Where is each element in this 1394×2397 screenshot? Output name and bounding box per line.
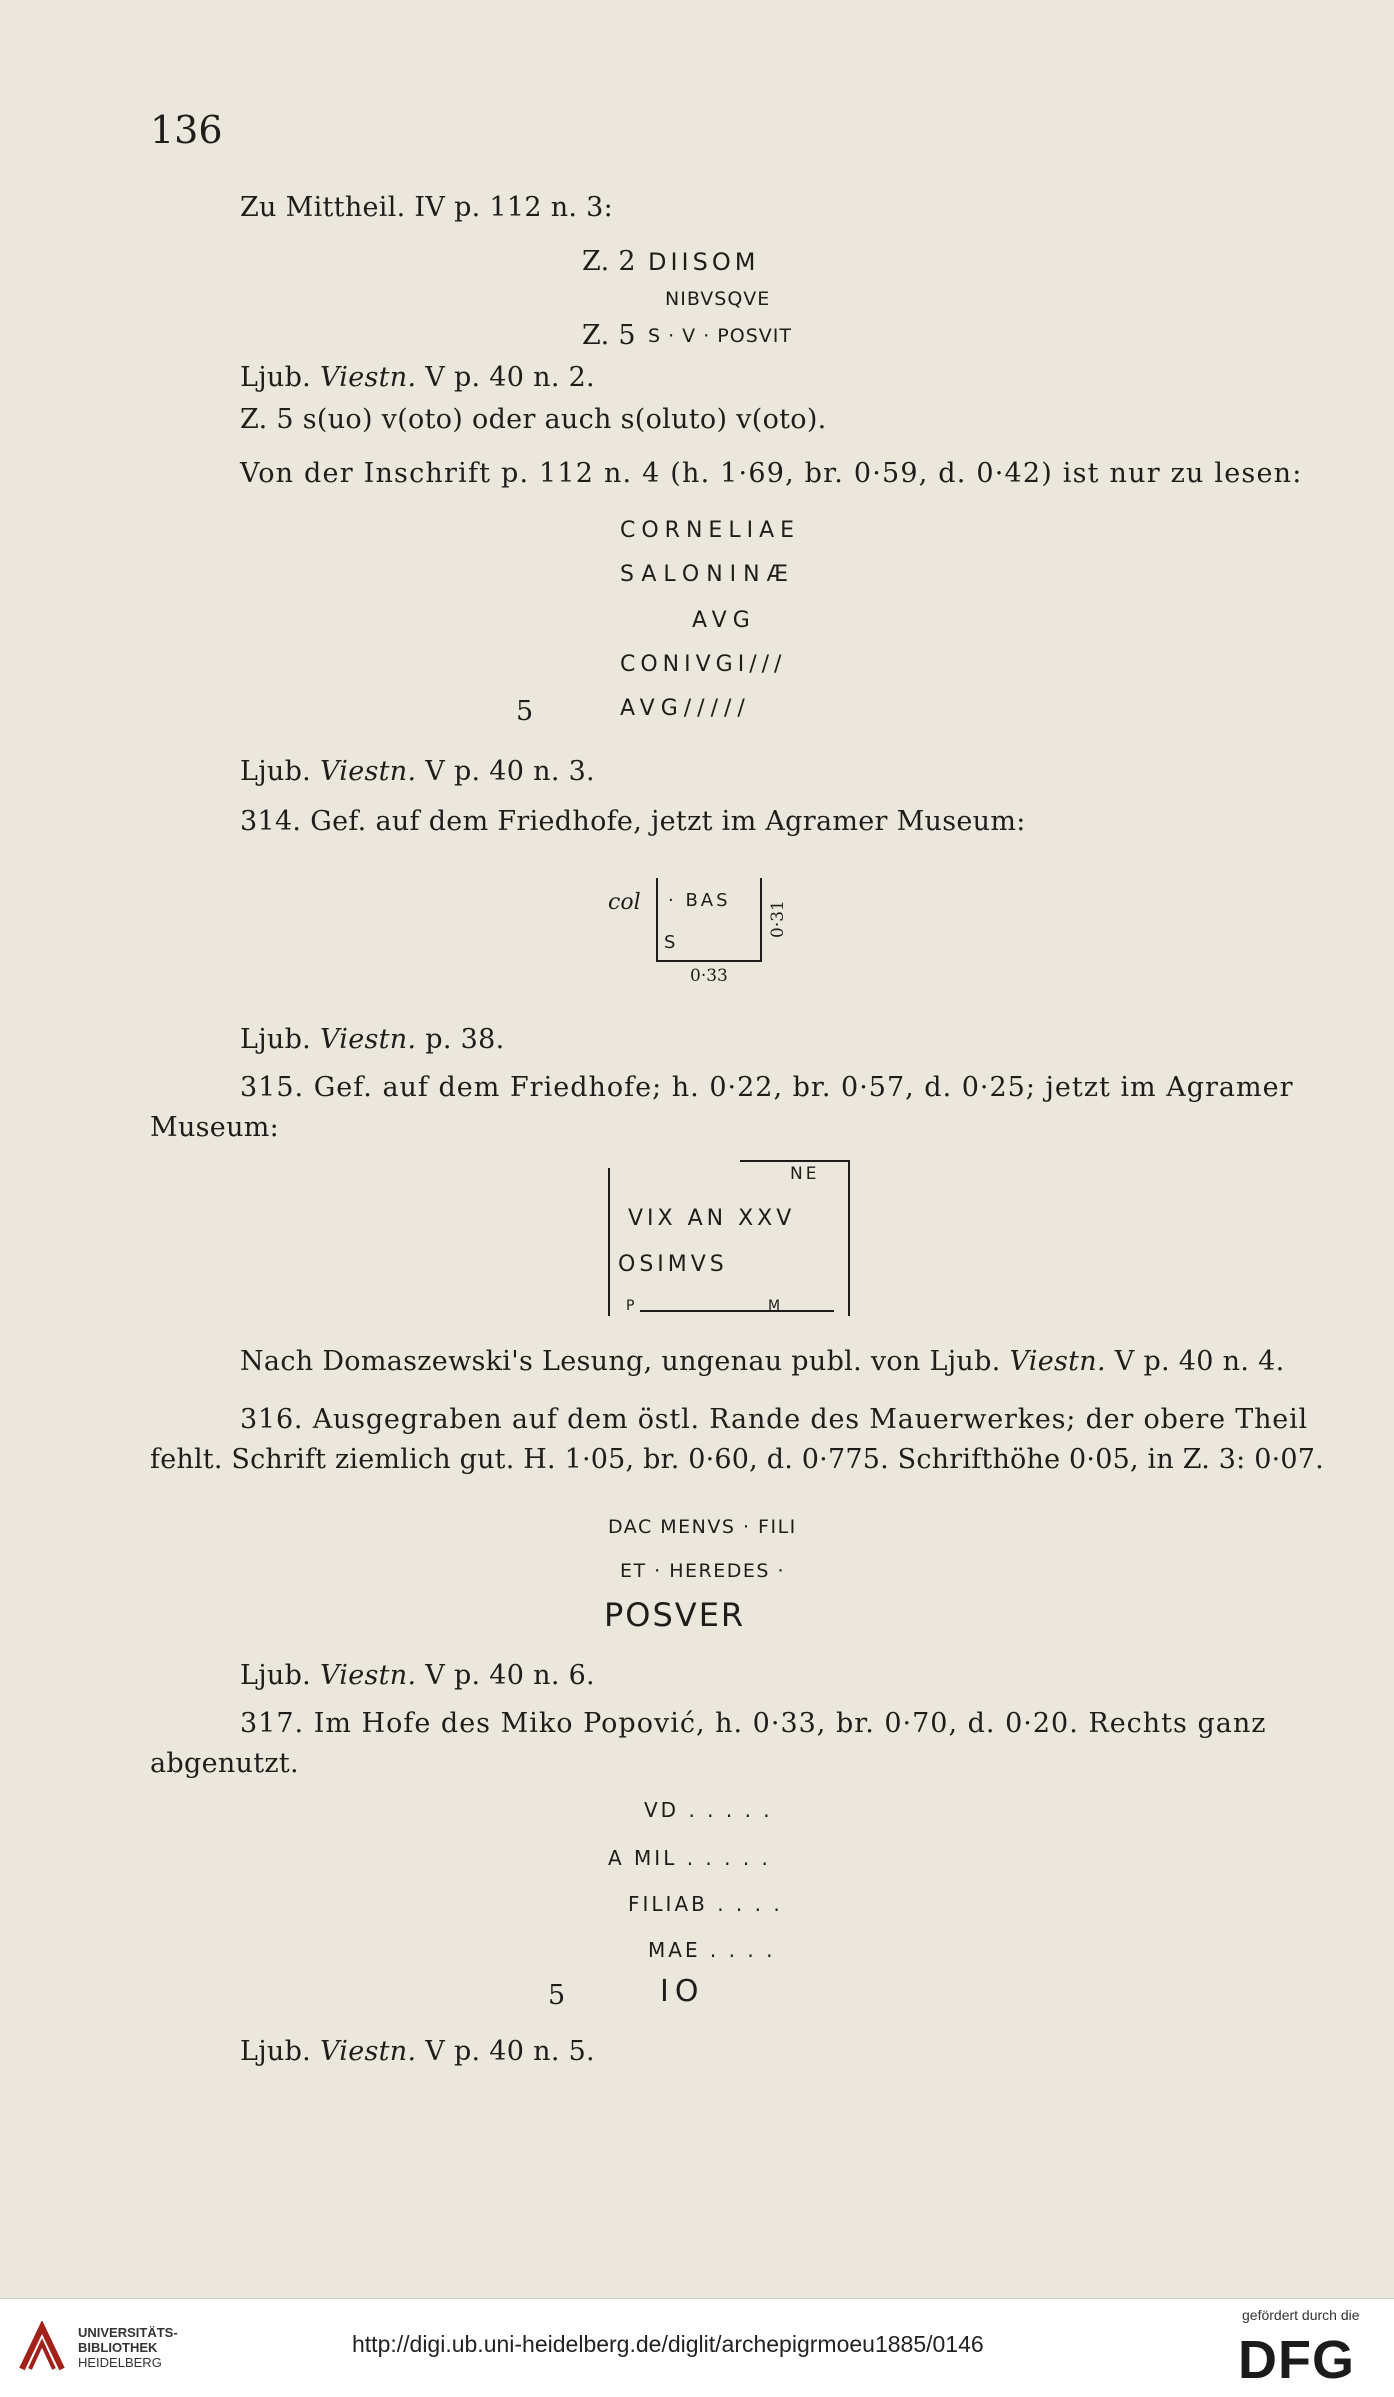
block1-line2: NIBVSQVE: [665, 288, 771, 310]
intro-line: Zu Mittheil. IV p. 112 n. 3:: [240, 192, 614, 223]
footer-bar: [0, 2298, 1394, 2397]
vd-line4: MAE . . . .: [648, 1938, 776, 1962]
block1-line1: DIISOM: [648, 248, 760, 276]
page-number: 136: [150, 108, 223, 152]
item-315: 315. Gef. auf dem Friedhofe; h. 0·22, br. 0·57, d. 0·25; jetzt im Agramer: [240, 1072, 1294, 1103]
fig314-height: 0·31: [768, 900, 788, 938]
fig315-line3b: M: [768, 1298, 785, 1314]
fig315-line1: VIX AN XXV: [628, 1206, 796, 1231]
fig314-width: 0·33: [690, 966, 728, 986]
vd-lineno-5: 5: [548, 1980, 566, 2011]
reference-1: Ljub. Viestn. V p. 40 n. 2.: [240, 362, 595, 393]
reference-5: Ljub. Viestn. V p. 40 n. 5.: [240, 2036, 595, 2067]
vd-line1: VD . . . . .: [644, 1798, 773, 1822]
cornelia-line4: CONIVGI///: [620, 652, 787, 677]
item-317-cont: abgenutzt.: [150, 1748, 299, 1779]
vd-line5: IO: [660, 1974, 705, 2009]
cornelia-lineno-5: 5: [516, 696, 534, 727]
fig315-top-edge: [740, 1160, 848, 1162]
cornelia-line3: AVG: [692, 608, 756, 633]
block1-lineno-5: Z. 5: [582, 320, 636, 351]
fig315-left-edge: [608, 1168, 610, 1316]
library-name: UNIVERSITÄTS- BIBLIOTHEK HEIDELBERG: [78, 2325, 178, 2370]
z5-note: Z. 5 s(uo) v(oto) oder auch s(oluto) v(oto).: [240, 404, 827, 435]
fig314-line1: · BAS: [668, 890, 731, 911]
block1-line3: S · V · POSVIT: [648, 325, 792, 347]
funded-by-label: gefördert durch die: [1242, 2307, 1360, 2323]
fig315-line0: NE: [790, 1164, 820, 1184]
fig314-line2: S: [664, 932, 680, 953]
dac-line1: DAC MENVS · FILI: [608, 1516, 797, 1538]
university-library-logo-icon: [14, 2321, 70, 2381]
fig315-line2: OSIMVS: [618, 1252, 728, 1277]
item-317: 317. Im Hofe des Miko Popović, h. 0·33, br. 0·70, d. 0·20. Rechts ganz: [240, 1708, 1267, 1739]
reference-3: Ljub. Viestn. p. 38.: [240, 1024, 505, 1055]
dac-line2: ET · HEREDES ·: [620, 1560, 786, 1582]
vd-line2: A MIL . . . . .: [608, 1846, 771, 1870]
item-315-cont: Museum:: [150, 1112, 280, 1143]
fig315-line3a: P: [626, 1298, 639, 1314]
permalink-url[interactable]: http://digi.ub.uni-heidelberg.de/diglit/archepigrmoeu1885/0146: [352, 2331, 984, 2357]
item-314: 314. Gef. auf dem Friedhofe, jetzt im Agramer Museum:: [240, 806, 1026, 837]
reference-2: Ljub. Viestn. V p. 40 n. 3.: [240, 756, 595, 787]
inscription-intro: Von der Inschrift p. 112 n. 4 (h. 1·69, br. 0·59, d. 0·42) ist nur zu lesen:: [240, 458, 1303, 489]
dfg-logo: DFG: [1238, 2330, 1355, 2390]
cornelia-line5: AVG/////: [620, 696, 751, 721]
block1-lineno: Z. 2: [582, 246, 636, 277]
fig314-right-edge: [760, 878, 762, 962]
fig315-break-line: [640, 1310, 834, 1312]
item-316: 316. Ausgegraben auf dem östl. Rande des Mauerwerkes; der obere Theil: [240, 1404, 1308, 1435]
fig314-col-label: col: [608, 890, 641, 915]
cornelia-line1: CORNELIAE: [620, 518, 801, 543]
nach-domaszewski: Nach Domaszewski's Lesung, ungenau publ. von Ljub. Viestn. V p. 40 n. 4.: [240, 1346, 1285, 1377]
fig314-left-edge: [656, 878, 658, 962]
cornelia-line2: SALONINÆ: [620, 562, 796, 587]
vd-line3: FILIAB . . . .: [628, 1892, 783, 1916]
fig314-bottom-edge: [656, 960, 760, 962]
fig315-right-edge: [848, 1160, 850, 1316]
reference-4: Ljub. Viestn. V p. 40 n. 6.: [240, 1660, 595, 1691]
item-316-cont: fehlt. Schrift ziemlich gut. H. 1·05, br. 0·60, d. 0·775. Schrifthöhe 0·05, in Z. 3: 0·07.: [150, 1444, 1324, 1475]
dac-line3: POSVER: [604, 1596, 746, 1634]
